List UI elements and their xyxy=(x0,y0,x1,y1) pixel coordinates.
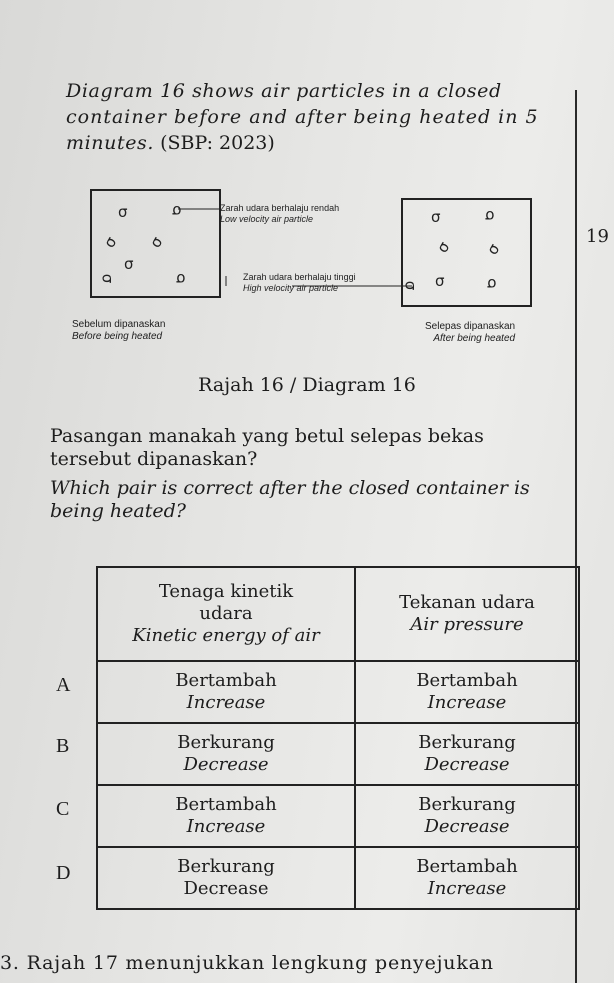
cell-p-en: Decrease xyxy=(424,816,510,837)
particle-icon: σ xyxy=(146,233,167,251)
cell-ke-ms: Bertambah xyxy=(175,794,277,815)
cell-kinetic-energy xyxy=(97,661,355,723)
source-reference: (SBP: 2023) xyxy=(160,132,275,154)
cell-air-pressure xyxy=(355,847,579,909)
after-caption xyxy=(425,321,515,345)
header-ke-ms1: Tenaga kinetik xyxy=(158,581,294,602)
particle-icon: σ xyxy=(100,233,121,251)
table-header-row xyxy=(97,567,579,661)
particle-icon: σ xyxy=(118,203,128,221)
question-text xyxy=(50,425,570,523)
question-en: Which pair is correct after the closed container is being heated? xyxy=(50,477,530,522)
cell-ke-en: Decrease xyxy=(183,878,269,899)
question-ms: Pasangan manakah yang betul selepas bekas tersebut dipanaskan? xyxy=(50,425,484,470)
page-number: 19 xyxy=(586,226,609,247)
cell-ke-ms: Berkurang xyxy=(177,732,275,753)
table-row xyxy=(97,723,579,785)
cell-kinetic-energy xyxy=(97,847,355,909)
cell-kinetic-energy xyxy=(97,723,355,785)
option-b-label[interactable]: B xyxy=(56,735,70,757)
low-velocity-label-en: Low velocity air particle xyxy=(220,214,314,224)
header-kinetic-energy xyxy=(97,567,355,661)
cell-kinetic-energy xyxy=(97,785,355,847)
cell-p-en: Increase xyxy=(427,878,507,899)
high-velocity-label xyxy=(243,272,356,294)
cell-p-ms: Bertambah xyxy=(416,670,518,691)
diagram-title: Rajah 16 / Diagram 16 xyxy=(198,374,416,396)
header-air-pressure xyxy=(355,567,579,661)
cell-air-pressure xyxy=(355,723,579,785)
header-ke-ms2: udara xyxy=(199,603,253,624)
table-row xyxy=(97,661,579,723)
header-p-ms: Tekanan udara xyxy=(399,592,535,613)
header-ke-en: Kinetic energy of air xyxy=(132,625,320,646)
before-caption xyxy=(72,319,165,343)
intro-line-2: container before and after being heated in 5 xyxy=(66,106,539,128)
table-row xyxy=(97,785,579,847)
cell-p-en: Increase xyxy=(427,692,507,713)
cell-air-pressure xyxy=(355,785,579,847)
high-velocity-label-en: High velocity air particle xyxy=(243,283,339,293)
before-caption-en: Before being heated xyxy=(72,331,163,342)
after-caption-en: After being heated xyxy=(433,333,516,344)
particle-icon: σ xyxy=(176,270,186,288)
cell-air-pressure xyxy=(355,661,579,723)
cell-ke-en: Increase xyxy=(186,692,266,713)
particle-icon: σ xyxy=(483,240,504,258)
particle-icon: σ xyxy=(485,207,495,225)
before-caption-ms: Sebelum dipanaskan xyxy=(72,319,166,330)
table-row xyxy=(97,847,579,909)
header-p-en: Air pressure xyxy=(410,614,524,635)
cell-ke-en: Decrease xyxy=(183,754,269,775)
particle-icon: σ xyxy=(124,255,134,273)
cell-ke-en: Increase xyxy=(186,816,266,837)
answer-table xyxy=(96,566,580,910)
particle-icon: σ xyxy=(431,208,441,226)
next-question-text: 3. Rajah 17 menunjukkan lengkung penyejukan xyxy=(0,952,494,974)
cell-ke-ms: Berkurang xyxy=(177,856,275,877)
cell-p-ms: Berkurang xyxy=(418,732,516,753)
low-velocity-label xyxy=(220,203,339,225)
particle-icon: σ xyxy=(487,275,497,293)
particle-icon: σ xyxy=(98,273,117,284)
low-velocity-label-ms: Zarah udara berhalaju rendah xyxy=(220,203,340,213)
intro-line-3-text: minutes. xyxy=(66,132,155,154)
option-d-label[interactable]: D xyxy=(56,862,71,884)
particle-icon: σ xyxy=(435,272,445,290)
option-c-label[interactable]: C xyxy=(56,798,70,820)
cell-p-en: Decrease xyxy=(424,754,510,775)
particle-icon: σ xyxy=(433,238,454,256)
intro-line-1: Diagram 16 shows air particles in a closed xyxy=(66,80,502,102)
high-velocity-label-ms: Zarah udara berhalaju tinggi xyxy=(243,272,356,282)
cell-p-ms: Bertambah xyxy=(416,856,518,877)
after-caption-ms: Selepas dipanaskan xyxy=(425,321,516,332)
particle-icon: σ xyxy=(172,202,182,220)
cell-p-ms: Berkurang xyxy=(418,794,516,815)
cell-ke-ms: Bertambah xyxy=(175,670,277,691)
particle-icon: σ xyxy=(401,280,420,291)
option-a-label[interactable]: A xyxy=(56,674,71,696)
